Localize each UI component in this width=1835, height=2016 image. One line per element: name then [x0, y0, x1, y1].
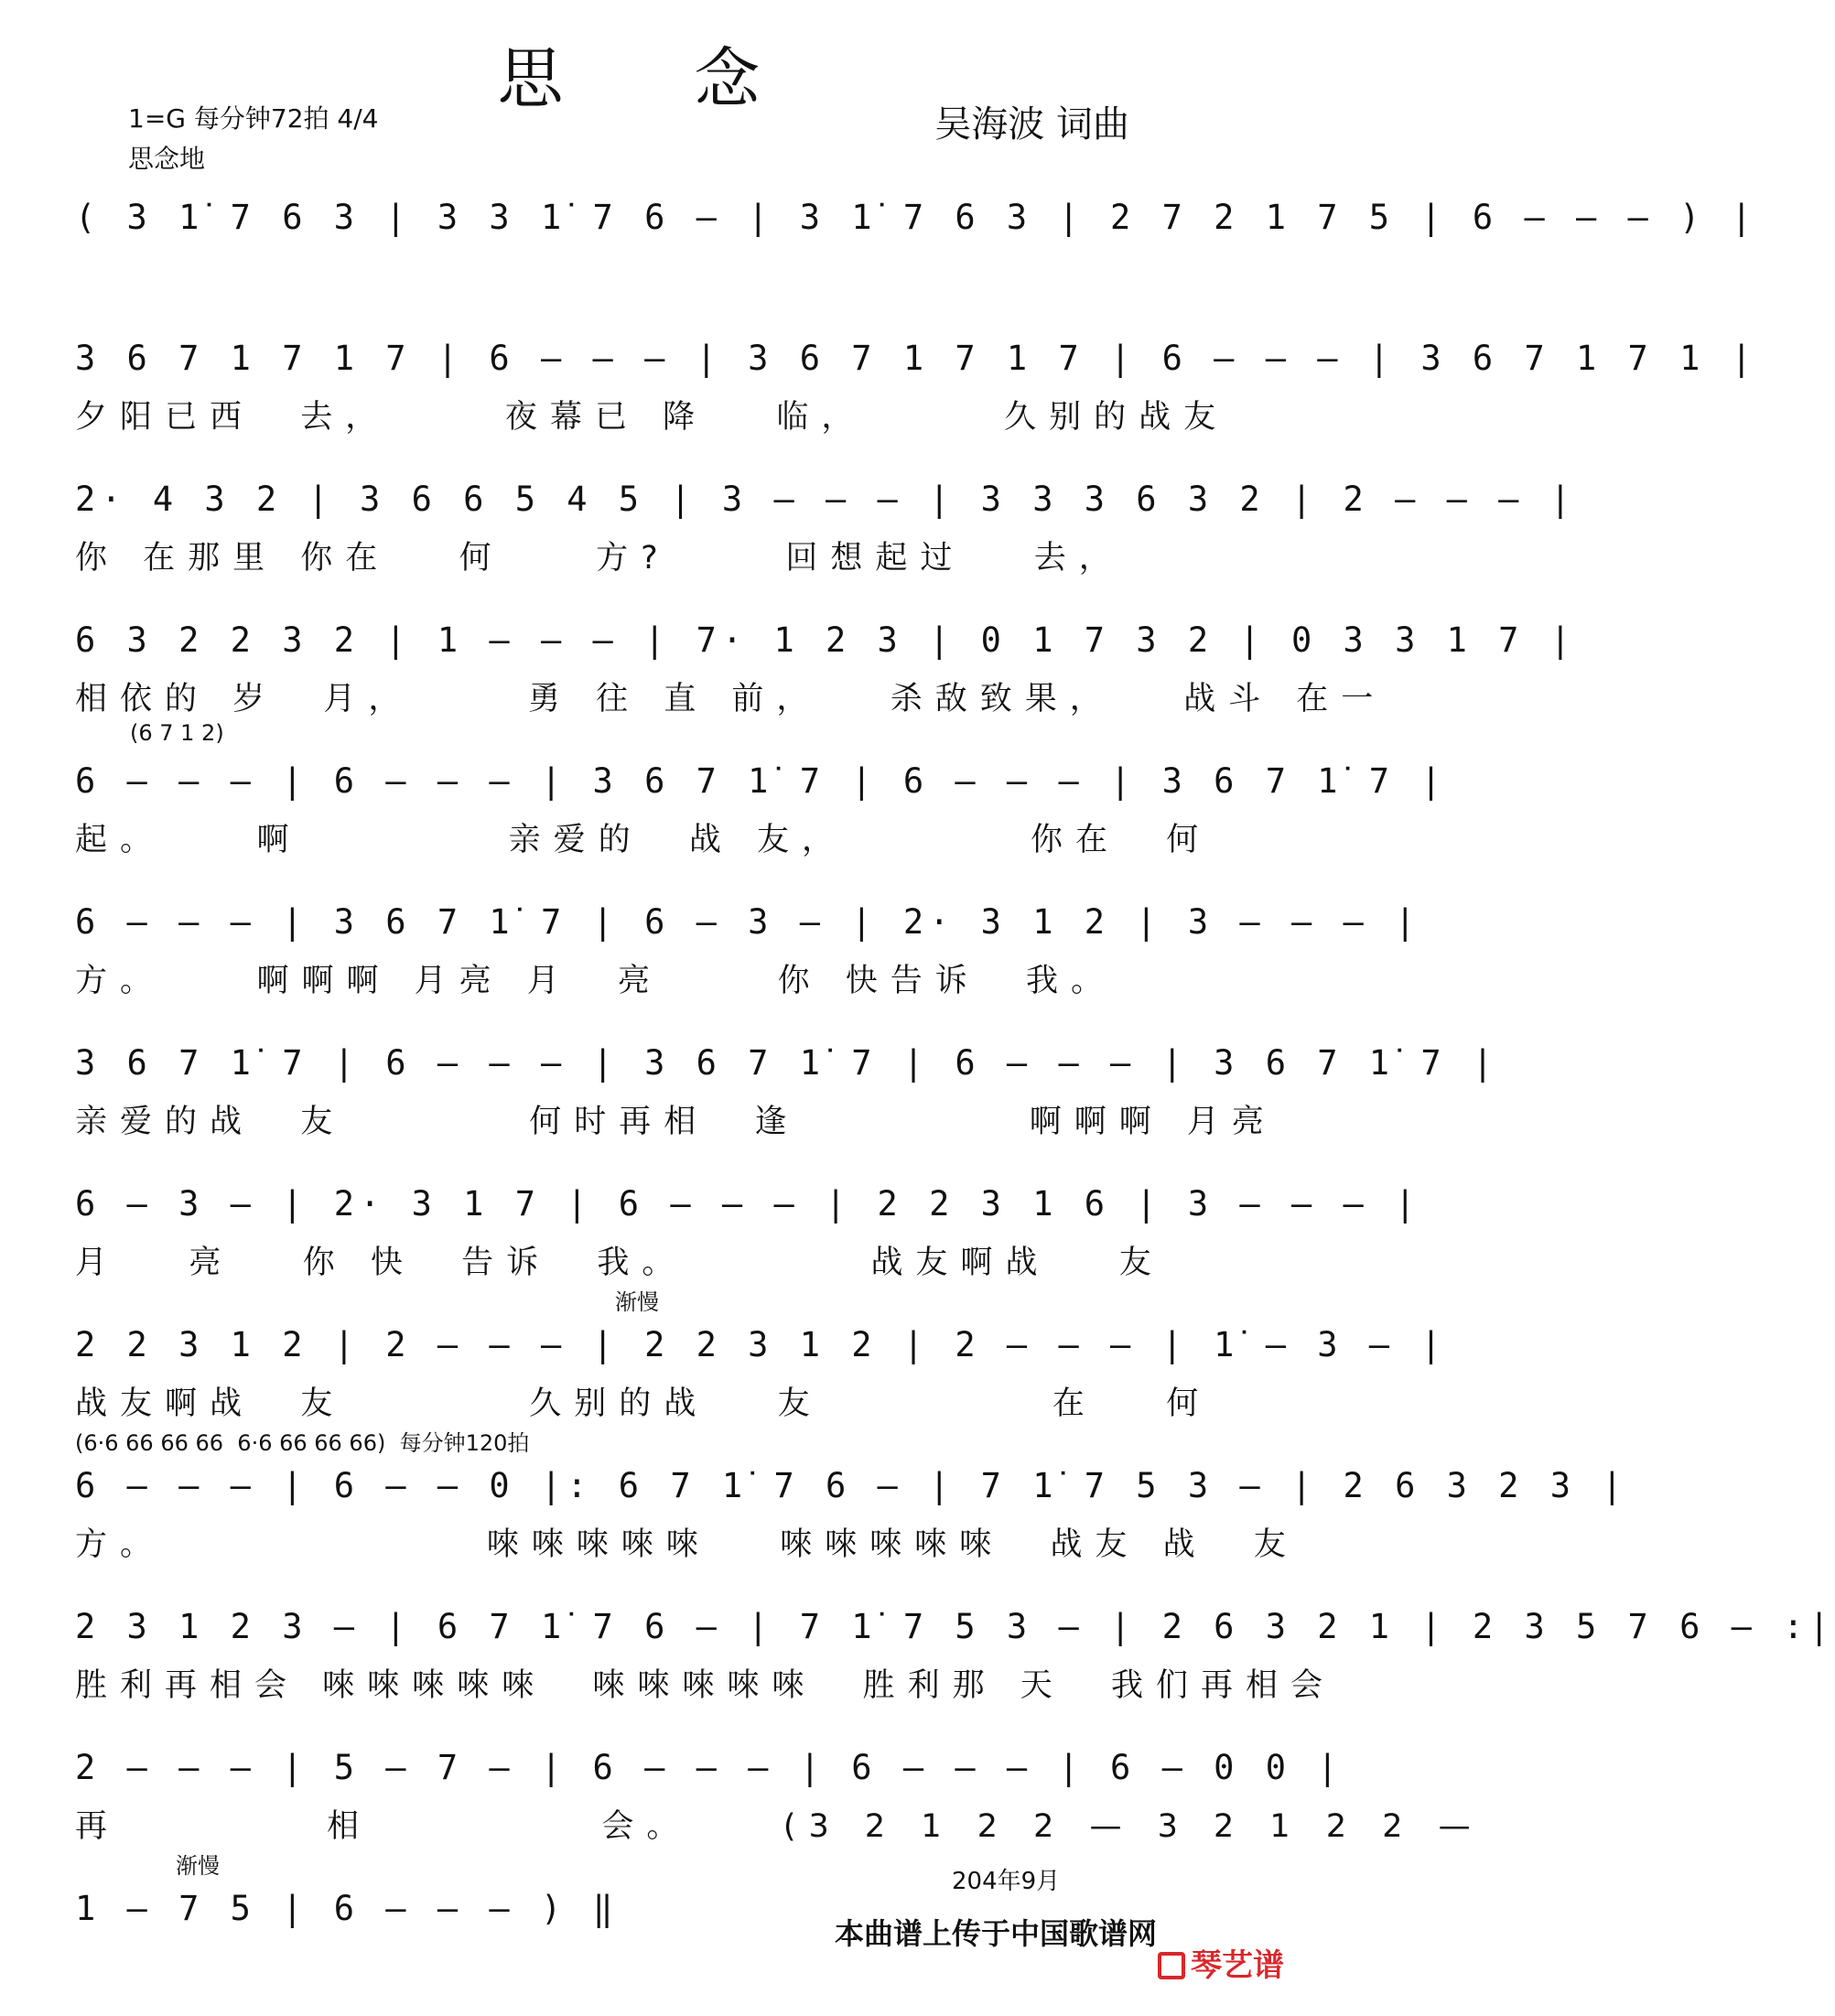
notation-line: ( 3 1̇ 7 6 3 | 3 3 1̇ 7 6 — | 3 1̇ 7 6 3 | 2 7 2 1 7 5 | 6 — — — ) |: [75, 198, 1757, 237]
score-meta: [128, 99, 378, 179]
lyrics-line: 亲爱的战 友 何时再相 逢 啊啊啊 月亮: [75, 1104, 1277, 1140]
notation-line: 6 — — — | 3 6 7 1̇ 7 | 6 — 3 — | 2· 3 1 2 | 3 — — — |: [75, 902, 1421, 942]
score-annotation: (6·6 66 66 66 6·6 66 66 66) 每分钟120拍: [75, 1430, 530, 1456]
score-line: [75, 188, 1757, 329]
lyrics-line: [75, 248, 1256, 305]
score-line: [75, 720, 1447, 892]
notation-line: 3 6 7 1̇ 7 | 6 — — — | 3 6 7 1̇ 7 | 6 — — — | 3 6 7 1̇ 7 |: [75, 1043, 1499, 1083]
lyrics-line: 方。 啊啊啊 月亮 月 亮 你 快告诉 我。: [75, 963, 1117, 999]
lyrics-line: 方。 唻唻唻唻唻 唻唻唻唻唻 战友 战 友: [75, 1526, 1299, 1563]
notation-line: 6 — — — | 6 — — — | 3 6 7 1̇ 7 | 6 — — — | 3 6 7 1̇ 7 |: [75, 761, 1447, 801]
song-title: 思 念: [497, 40, 815, 117]
notation-line: 2 — — — | 5 — 7 — | 6 — — — | 6 — — — | 6 — 0 0 |: [75, 1748, 1344, 1787]
notation-line: 2· 4 3 2 | 3 6 6 5 4 5 | 3 — — — | 3 3 3 6 3 2 | 2 — — — |: [75, 480, 1577, 519]
score-line: [75, 610, 1577, 751]
logo-text: 琴艺谱: [1191, 1947, 1284, 1984]
score-line: [75, 1597, 1835, 1738]
score-annotation: 渐慢: [176, 1853, 220, 1879]
lyrics-line: 胜利再相会 唻唻唻唻唻 唻唻唻唻唻 胜利那 天 我们再相会: [75, 1667, 1336, 1704]
notation-line: 6 3 2 2 3 2 | 1 — — — | 7· 1 2 3 | 0 1 7 3 2 | 0 3 3 1 7 |: [75, 620, 1577, 660]
lyrics-line: 相依的 岁 月， 勇 往 直 前， 杀敌致果， 战斗 在一: [75, 681, 1387, 717]
score-annotation: 渐慢: [615, 1289, 659, 1315]
score-line: [75, 1033, 1499, 1174]
score-line: [75, 329, 1757, 469]
logo-icon: [1158, 1952, 1185, 1979]
score-line: [75, 1738, 1484, 1879]
key-tempo: 1=G 每分钟72拍 4/4: [128, 103, 379, 134]
notation-line: 1 — 7 5 | 6 — — — ) ‖: [75, 1889, 619, 1928]
score-line: [75, 1430, 1628, 1597]
notation-line: 2 2 3 1 2 | 2 — — — | 2 2 3 1 2 | 2 — — — | 1̇ — 3 — |: [75, 1325, 1447, 1364]
notation-line: 6 — — — | 6 — — 0 |: 6 7 1̇ 7 6 — | 7 1̇ 7 5 3 — | 2 6 3 2 3 |: [75, 1466, 1628, 1505]
score-line: [75, 892, 1421, 1033]
lyrics-line: 夕阳已西 去， 夜幕已 降 临， 久别的战友: [75, 399, 1229, 436]
score-line: [75, 1174, 1421, 1315]
lyrics-line: 你 在那里 你在 何 方? 回想起过 去，: [75, 540, 1124, 577]
lyrics-line: 月 亮 你 快 告诉 我。 战友啊战 友: [75, 1245, 1164, 1281]
notation-line: 2 3 1 2 3 — | 6 7 1̇ 7 6 — | 7 1̇ 7 5 3 — | 2 6 3 2 1 | 2 3 5 7 6 — :|: [75, 1607, 1835, 1646]
site-logo: [1158, 1940, 1284, 1985]
notation-line: 6 — 3 — | 2· 3 1 7 | 6 — — — | 2 2 3 1 6 | 3 — — — |: [75, 1184, 1421, 1224]
notation-line: 3 6 7 1 7 1 7 | 6 — — — | 3 6 7 1 7 1 7 | 6 — — — | 3 6 7 1 7 1 |: [75, 339, 1757, 378]
score-annotation: (6 7 1 2): [130, 720, 224, 746]
lyrics-line: 起。 啊 亲爱的 战 友， 你在 何: [75, 822, 1212, 858]
score-line: [75, 469, 1577, 610]
lyrics-line: 战友啊战 友 久别的战 友 在 何: [75, 1385, 1212, 1422]
date-text: 204年9月: [952, 1868, 1061, 1895]
footer-text: 本曲谱上传于中国歌谱网: [835, 1916, 1158, 1951]
score-body: [75, 188, 1835, 2016]
composer-credit: 吴海波 词曲: [934, 103, 1129, 146]
lyrics-line: 再 相 会。 (3 2 1 2 2 — 3 2 1 2 2 —: [75, 1808, 1484, 1845]
expression-mark: 思念地: [128, 144, 206, 174]
